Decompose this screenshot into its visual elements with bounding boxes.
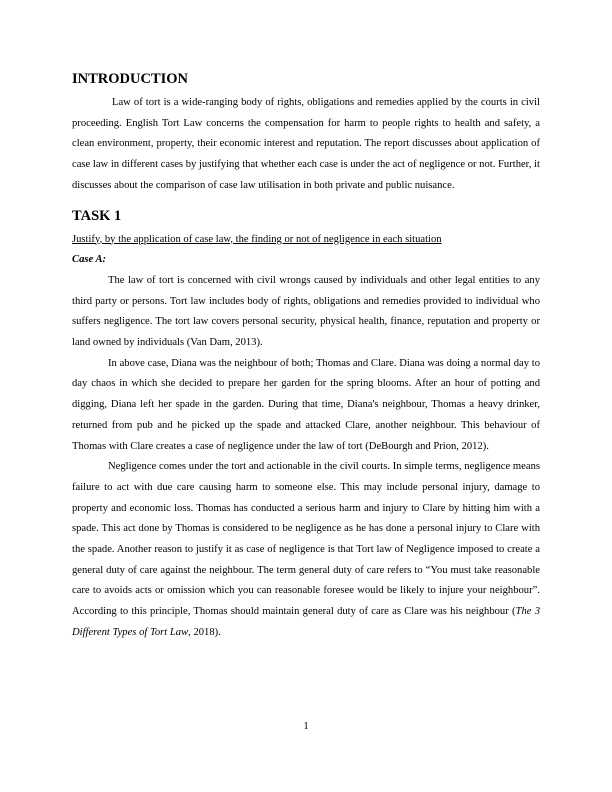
paragraph-3-text: Negligence comes under the tort and actionable in the civil courts. In simple terms, negligence means failure to act with due care causing harm to someone else. This may include personal injury, damage to property and economic loss. Thomas has conducted a serious harm and injury to Clare by hitting him with a spade. This act done by Thomas is considered to be negligence as he has done a personal injury to Clare with the spade. Another reason to justify it as case of negligence is that Tort law of Negligence imposed to create a general duty of care against the neighbour. The term general duty of care refers to “You must take reasonable care to avoids acts or omission which you can reasonable foresee would be likely to injure your neighbour”. According to this principle, Thomas should maintain general duty of care as Clare was his neighbour ( [72, 461, 540, 618]
case-a-paragraph-3 [72, 457, 540, 643]
citation-title: The 3 Different Types of Tort Law [72, 606, 540, 638]
case-a-paragraph-2: In above case, Diana was the neighbour of both; Thomas and Clare. Diana was doing a normal day to day chaos in which she decided to prepare her garden for the spring blooms. After an hour of potting and digging, Diana left her spade in the garden. During that time, Diana's neighbour, Thomas a heavy drinker, returned from pub and he picked up the spade and attacked Clare, another neighbour. This behaviour of Thomas with Clare creates a case of negligence under the law of tort (DeBourgh and Prion, 2012). [72, 357, 540, 452]
introduction-paragraph: Law of tort is a wide-ranging body of rights, obligations and remedies applied by the courts in civil proceeding. English Tort Law concerns the compensation for harm to people rights to health and safety, a clean environment, property, their economic interest and reputation. The report discusses about application of case law in different cases by justifying that whether each case is under the act of negligence or not. Further, it discusses about the comparison of case law utilisation in both private and public nuisance. [72, 97, 540, 191]
case-a-paragraph-1: The law of tort is concerned with civil wrongs caused by individuals and other legal entities to any third party or persons. Tort law includes body of rights, obligations and remedies provided to individual who suffers negligence. The tort law covers personal security, physical health, finance, reputation and property or land owned by individuals (Van Dam, 2013). [72, 274, 540, 349]
page-number: 1 [303, 721, 309, 732]
task1-heading: TASK 1 [72, 207, 122, 224]
paragraph-3-text-end: , 2018). [188, 626, 221, 638]
page-content [72, 69, 540, 644]
introduction-heading: INTRODUCTION [72, 71, 189, 87]
case-a-label: Case A: [72, 254, 107, 266]
task1-subheading: Justify, by the application of case law, the finding or not of negligence in each situation [72, 233, 442, 245]
